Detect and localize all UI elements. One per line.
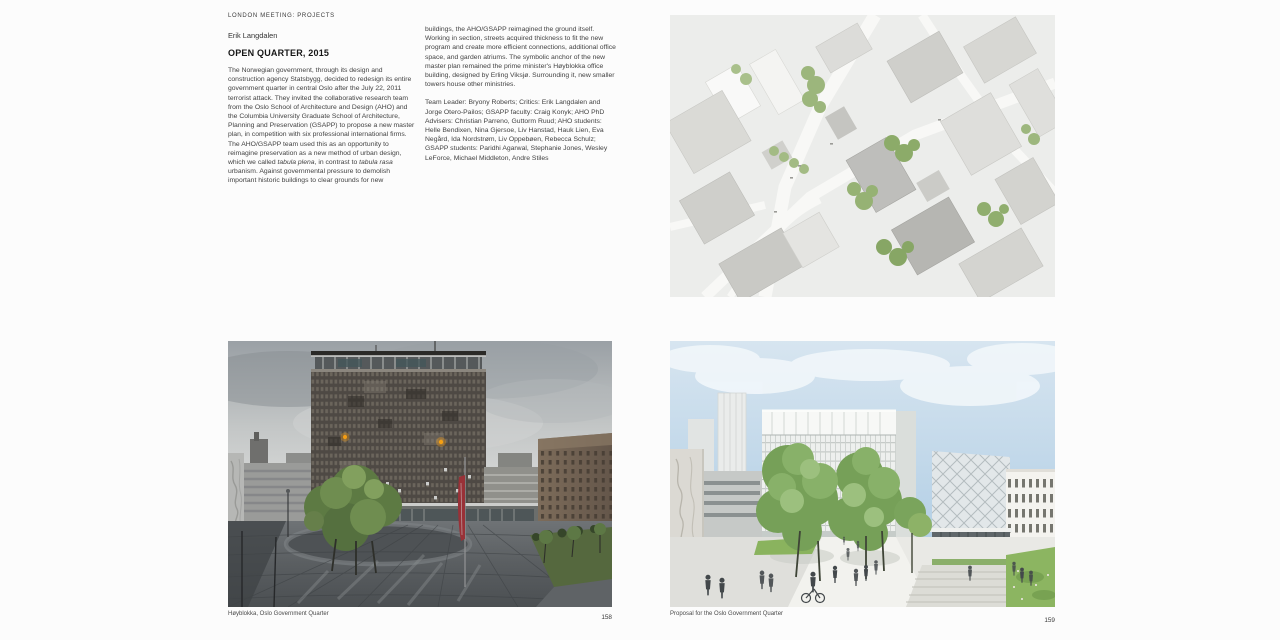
italic-term-tabula-rasa: tabula rasa: [359, 159, 393, 167]
hoyblokka-photo-graphic: [228, 341, 612, 607]
page-number-left: 158: [601, 614, 612, 621]
project-title: OPEN QUARTER, 2015: [228, 48, 330, 58]
italic-term-tabula-plena: tabula plena: [277, 159, 315, 167]
body-column-2: [425, 25, 616, 163]
page-number-right: 159: [1044, 617, 1055, 624]
running-head: LONDON MEETING: PROJECTS: [228, 13, 335, 19]
paragraph-1-text: The Norwegian government, through its design and construction agency Statsbygg, decided to redesign its entire government quarter in central Oslo after the July 22, 2011 terrorist attack. They invited the collaborative research team from the Oslo School of Architecture and Design (AHO) and the Columbia University Graduate School of Architecture, Planning and Preservation (GSAPP) to propose a new master plan, in competition with six professional international firms. The AHO/GSAPP team used this as an opportunity to reimagine preservation as a new method of urban design, which we called: [228, 67, 415, 167]
figure-aerial-master-plan: [670, 15, 1055, 297]
steps: [906, 565, 1006, 607]
right-lattice-building: [932, 451, 1010, 537]
team-credits-text: Team Leader: Bryony Roberts; Critics: Erik Langdalen and Jorge Otero-Pailos; GSAPP faculty: Craig Konyk; AHO PhD Advisers: Christian Parreno, Guttorm Ruud; AHO students: Helle Bendixen, Nina Gjersoe, Liv Hanstad, Hauk Lien, Eva Negård, Ida Nordstrøm, Liv Oppebøen, Rebecca Schulz; GSAPP students: Paridhi Agarwal, Stephanie Jones, Wesley LeForce, Michael Middleton, Andre Stiles: [425, 99, 608, 162]
aerial-rendering-graphic: [670, 15, 1055, 297]
figure-hoyblokka-photo: [228, 341, 612, 607]
body-column-1: [228, 66, 415, 186]
caption-proposal: Proposal for the Oslo Government Quarter: [670, 611, 784, 617]
paragraph-2-text: buildings, the AHO/GSAPP reimagined the ground itself. Working in section, streets acquired thickness to fit the new program and create more efficient connections, additional office space, and garden atriums. The symbolic anchor of the new master plan remained the prime minister's Høyblokka office building, designed by Erling Viksjø. Surrounding it, new smaller towers house other ministries.: [425, 26, 616, 89]
paragraph-1-text: , in contrast to: [314, 159, 360, 167]
caption-hoyblokka: Høyblokka, Oslo Government Quarter: [228, 611, 329, 617]
figure-proposal-rendering: [670, 341, 1055, 607]
proposal-rendering-graphic: [670, 341, 1055, 607]
paragraph-1-text: urbanism. Against governmental pressure to demolish important historic buildings to clear grounds for new: [228, 168, 391, 185]
author-name: Erik Langdalen: [228, 31, 278, 40]
